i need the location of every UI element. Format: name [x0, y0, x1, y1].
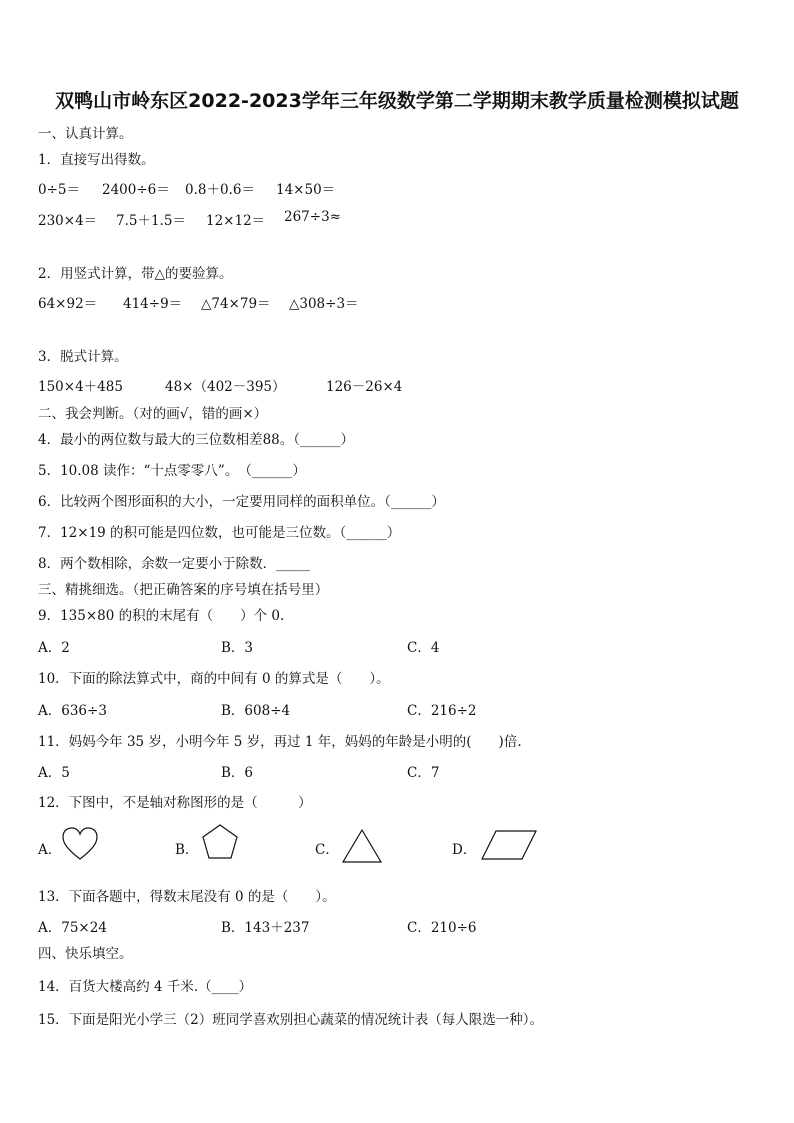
- q3-item: 150×4＋485: [38, 379, 123, 395]
- q1-item: 14×50＝: [276, 182, 336, 198]
- q13-option-c: C．210÷6: [407, 920, 477, 936]
- q1-item: 2400÷6＝: [102, 182, 170, 198]
- q3-item: 126－26×4: [326, 379, 403, 395]
- question-10-stem: 10．下面的除法算式中，商的中间有 0 的算式是（ ）。: [38, 671, 390, 687]
- q9-option-b: B．3: [221, 640, 254, 656]
- q9-option-a: A．2: [38, 640, 70, 656]
- section-3-heading: 三、精挑细选。（把正确答案的序号填在括号里）: [38, 582, 329, 598]
- q2-item: △74×79＝: [201, 296, 271, 312]
- question-14: 14．百货大楼高约 4 千米.（____）: [38, 979, 253, 995]
- question-2-stem: 2．用竖式计算，带△的要验算。: [38, 266, 233, 282]
- q12-option-d: D．: [452, 842, 477, 858]
- section-4-heading: 四、快乐填空。: [38, 946, 133, 962]
- question-4: 4．最小的两位数与最大的三位数相差88。（______）: [38, 432, 355, 448]
- section-2-heading: 二、我会判断。（对的画√，错的画×）: [38, 406, 268, 422]
- question-8: 8．两个数相除，余数一定要小于除数．_____: [38, 556, 310, 572]
- question-15: 15．下面是阳光小学三（2）班同学喜欢别担心蔬菜的情况统计表（每人限选一种）。: [38, 1012, 544, 1028]
- triangle-shape-icon: [341, 828, 383, 864]
- q2-item: 64×92＝: [38, 296, 98, 312]
- q1-item: 7.5＋1.5＝: [116, 213, 186, 229]
- q1-item: 230×4＝: [38, 213, 98, 229]
- q10-option-a: A．636÷3: [38, 703, 107, 719]
- question-3-stem: 3．脱式计算。: [38, 349, 128, 365]
- q12-option-b: B．: [175, 842, 199, 858]
- question-13-stem: 13．下面各题中，得数末尾没有 0 的是（ ）。: [38, 889, 336, 905]
- q1-item: 267÷3≈: [284, 209, 341, 225]
- q1-item: 0÷5＝: [38, 182, 80, 198]
- heart-shape-icon: [61, 826, 99, 862]
- q1-item: 0.8＋0.6＝: [185, 182, 255, 198]
- q2-item: 414÷9＝: [123, 296, 183, 312]
- page-title: 双鸭山市岭东区2022-2023学年三年级数学第二学期期末教学质量检测模拟试题: [55, 90, 739, 112]
- q11-option-a: A．5: [38, 765, 70, 781]
- q13-option-b: B．143＋237: [221, 920, 310, 936]
- q11-option-b: B．6: [221, 765, 254, 781]
- question-5: 5．10.08 读作：“十点零零八”。 （______）: [38, 463, 306, 479]
- q12-option-a: A．: [38, 842, 62, 858]
- q13-option-a: A．75×24: [38, 920, 107, 936]
- question-1-stem: 1．直接写出得数。: [38, 152, 155, 168]
- q1-item: 12×12＝: [206, 213, 266, 229]
- question-11-stem: 11．妈妈今年 35 岁，小明今年 5 岁，再过 1 年，妈妈的年龄是小明的( )倍.: [38, 734, 522, 750]
- pentagon-shape-icon: [201, 823, 239, 861]
- q9-option-c: C．4: [407, 640, 440, 656]
- question-12-stem: 12．下图中，不是轴对称图形的是（ ）: [38, 795, 312, 811]
- question-6: 6．比较两个图形面积的大小，一定要用同样的面积单位。（______）: [38, 494, 445, 510]
- q3-item: 48×（402－395）: [165, 379, 286, 395]
- q10-option-c: C．216÷2: [407, 703, 477, 719]
- section-1-heading: 一、认真计算。: [38, 126, 133, 142]
- q11-option-c: C．7: [407, 765, 440, 781]
- q2-item: △308÷3＝: [289, 296, 359, 312]
- q12-option-c: C．: [315, 842, 339, 858]
- parallelogram-shape-icon: [480, 829, 538, 861]
- question-9-stem: 9．135×80 的积的末尾有（ ）个 0.: [38, 608, 285, 624]
- q10-option-b: B．608÷4: [221, 703, 291, 719]
- question-7: 7．12×19 的积可能是四位数，也可能是三位数。（______）: [38, 525, 401, 541]
